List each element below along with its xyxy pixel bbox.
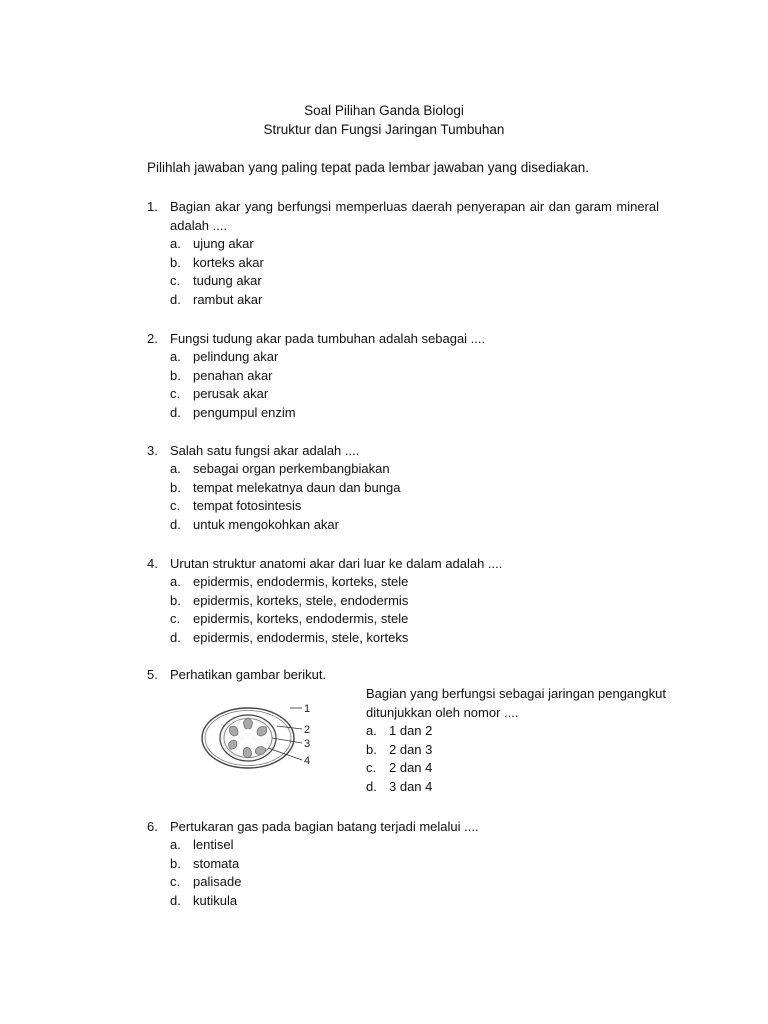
option-b[interactable] [147, 254, 659, 273]
option-text: tempat melekatnya daun dan bunga [193, 479, 401, 495]
option-label: b. [170, 855, 181, 871]
figure-label-3: 3 [304, 738, 311, 750]
option-label: d. [170, 405, 181, 421]
question-text-continued: ditunjukkan oleh nomor .... [366, 705, 519, 720]
option-text: epidermis, endodermis, korteks, stele [193, 574, 409, 589]
question-text: Pertukaran gas pada bagian batang terjadi melalui .... [170, 819, 479, 834]
option-text: untuk mengokohkan akar [193, 517, 339, 533]
option-label: b. [170, 592, 181, 608]
option-d[interactable] [147, 629, 659, 648]
option-c[interactable] [147, 272, 659, 291]
option-text: kutikula [193, 893, 238, 909]
option-text: tempat fotosintesis [193, 498, 302, 514]
option-c[interactable] [147, 610, 659, 629]
option-label: c. [170, 874, 181, 890]
option-text: korteks akar [193, 254, 264, 270]
option-label: d. [170, 630, 181, 646]
figure-label-1: 1 [304, 703, 311, 715]
question-number: 1. [147, 199, 158, 214]
option-a[interactable] [147, 235, 659, 254]
option-label: d. [170, 292, 181, 308]
option-text: epidermis, endodermis, stele, korteks [193, 630, 409, 646]
option-text: tudung akar [193, 273, 262, 289]
option-text: lentisel [193, 837, 234, 852]
question-2 [147, 329, 659, 423]
question-4 [147, 554, 659, 648]
option-d[interactable] [366, 778, 666, 797]
option-b[interactable] [147, 479, 659, 498]
option-b[interactable] [147, 367, 659, 386]
option-label: a. [170, 461, 181, 476]
question-number: 6. [147, 819, 158, 834]
option-a[interactable] [147, 573, 659, 592]
option-d[interactable] [147, 404, 659, 423]
option-label: d. [366, 779, 377, 795]
page-title: Soal Pilihan Ganda Biologi [304, 103, 464, 118]
question-number: 2. [147, 331, 158, 346]
option-c[interactable] [147, 385, 659, 404]
option-label: b. [170, 367, 181, 383]
root-cross-section-figure [196, 696, 326, 780]
option-text: 2 dan 4 [389, 760, 433, 776]
question-text: Bagian yang berfungsi sebagai jaringan pengangkut [366, 686, 666, 701]
option-text: epidermis, korteks, endodermis, stele [193, 611, 409, 627]
option-b[interactable] [147, 592, 659, 611]
option-d[interactable] [147, 892, 659, 911]
option-a[interactable] [366, 722, 666, 741]
option-a[interactable] [147, 348, 659, 367]
question-text: Fungsi tudung akar pada tumbuhan adalah sebagai .... [170, 331, 486, 346]
question-number: 4. [147, 556, 158, 571]
question-text: Salah satu fungsi akar adalah .... [170, 443, 360, 458]
page-subtitle: Struktur dan Fungsi Jaringan Tumbuhan [263, 122, 505, 137]
option-text: 2 dan 3 [389, 741, 433, 757]
option-label: c. [170, 498, 181, 514]
option-label: c. [366, 760, 377, 776]
option-label: c. [170, 611, 181, 627]
figure-label-4: 4 [304, 755, 311, 767]
option-label: b. [170, 479, 181, 495]
option-c[interactable] [366, 759, 666, 778]
question-number: 5. [147, 667, 158, 682]
option-d[interactable] [147, 291, 659, 310]
option-label: d. [170, 893, 181, 909]
option-a[interactable] [147, 460, 659, 479]
instruction-text: Pilihlah jawaban yang paling tepat pada lembar jawaban yang disediakan. [147, 160, 590, 175]
option-text: pelindung akar [193, 349, 279, 364]
option-text: ujung akar [193, 236, 254, 251]
figure-label-2: 2 [304, 724, 311, 736]
option-text: penahan akar [193, 367, 273, 383]
option-text: palisade [193, 874, 242, 890]
option-text: 1 dan 2 [389, 723, 433, 738]
question-text-continued: adalah .... [170, 218, 228, 233]
question-text: Bagian akar yang berfungsi memperluas daerah penyerapan air dan garam mineral [170, 199, 659, 214]
option-label: d. [170, 517, 181, 533]
option-c[interactable] [147, 873, 659, 892]
option-d[interactable] [147, 516, 659, 535]
question-1 [147, 197, 659, 310]
option-label: a. [366, 723, 377, 738]
option-label: c. [170, 273, 181, 289]
option-text: 3 dan 4 [389, 779, 433, 795]
question-text: Urutan struktur anatomi akar dari luar ke dalam adalah .... [170, 556, 503, 571]
question-6 [147, 817, 659, 911]
option-text: pengumpul enzim [193, 405, 296, 421]
option-label: a. [170, 236, 181, 251]
option-text: sebagai organ perkembangbiakan [193, 461, 390, 476]
option-label: a. [170, 574, 181, 589]
option-text: epidermis, korteks, stele, endodermis [193, 592, 409, 608]
question-3 [147, 441, 659, 535]
option-label: a. [170, 349, 181, 364]
option-label: b. [366, 741, 377, 757]
question-text: Perhatikan gambar berikut. [170, 667, 327, 682]
option-text: perusak akar [193, 386, 269, 402]
option-a[interactable] [147, 836, 659, 855]
option-label: a. [170, 837, 181, 852]
question-5 [147, 665, 659, 684]
option-b[interactable] [366, 741, 666, 760]
option-c[interactable] [147, 497, 659, 516]
option-b[interactable] [147, 855, 659, 874]
question-5-side [366, 684, 666, 797]
question-number: 3. [147, 443, 158, 458]
option-label: c. [170, 386, 181, 402]
option-text: stomata [193, 855, 240, 871]
option-label: b. [170, 254, 181, 270]
option-text: rambut akar [193, 292, 263, 308]
